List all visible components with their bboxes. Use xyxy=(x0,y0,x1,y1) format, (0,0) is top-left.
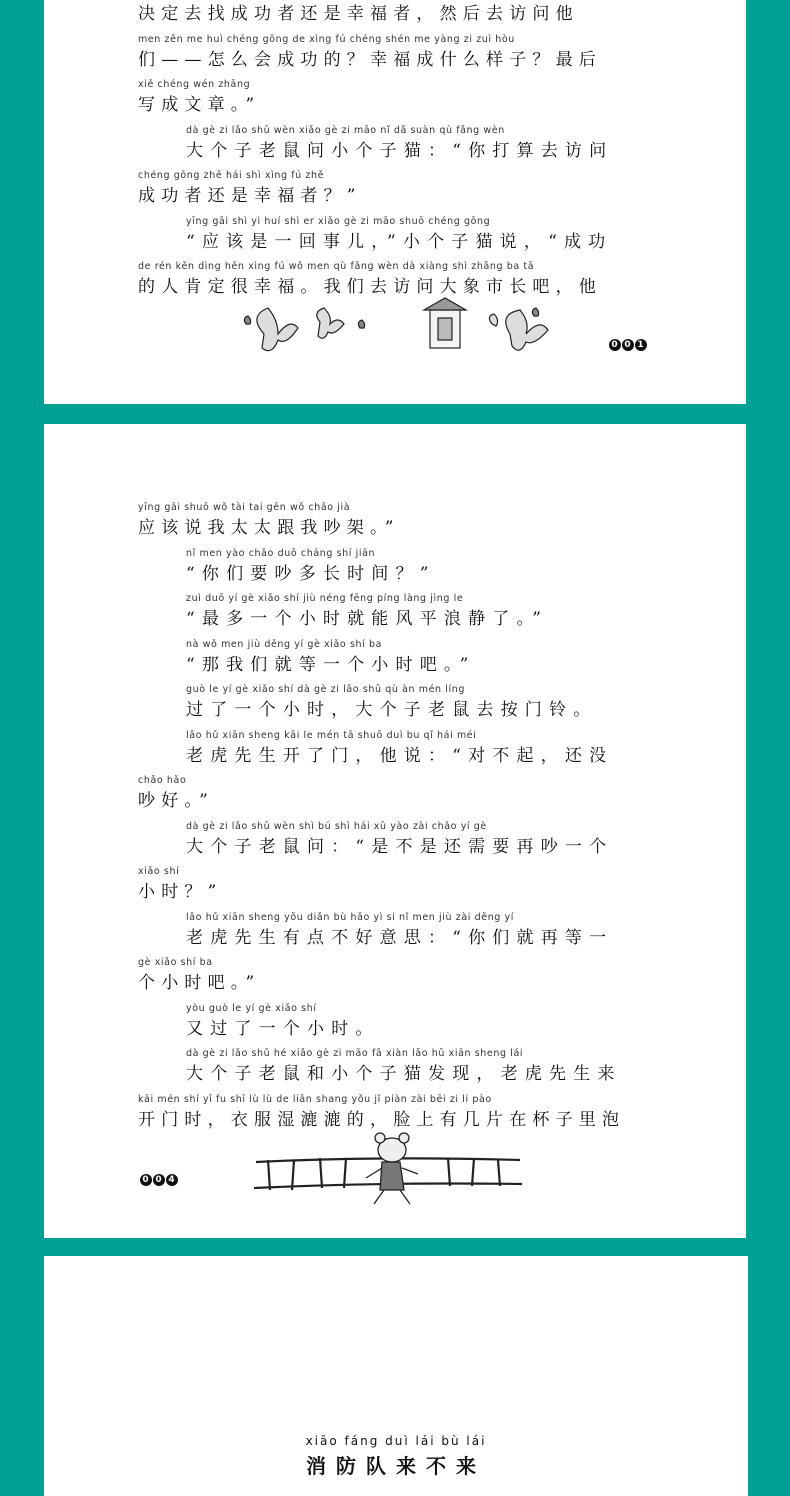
text-line xyxy=(44,866,746,912)
page-number: 0 0 1 xyxy=(609,336,648,351)
pinyin-annotation: yīng gāi shuō wǒ tài tai gēn wǒ chǎo jià xyxy=(138,502,351,513)
page-number: 0 0 4 xyxy=(140,1171,179,1186)
text-line xyxy=(44,170,746,216)
chinese-text: 个小时吧。” xyxy=(138,973,261,993)
butterflies-lantern-illustration xyxy=(234,294,554,358)
pinyin-annotation: chéng gōng zhě hái shì xìng fú zhě xyxy=(138,170,325,181)
chinese-text: “那我们就等一个小时吧。” xyxy=(186,654,476,675)
chinese-text: 又过了一个小时。 xyxy=(186,1018,380,1039)
chinese-text: 们——怎么会成功的？幸福成什么样子？最后 xyxy=(138,49,602,70)
chinese-text: 开门时，衣服湿漉漉的，脸上有几片在杯子里泡 xyxy=(138,1109,626,1130)
mouse-running-fence-illustration xyxy=(252,1132,526,1212)
chinese-text: “应该是一回事儿，”小个子猫说，“成功 xyxy=(186,231,613,252)
chinese-text: 应该说我太太跟我吵架。” xyxy=(138,518,400,538)
chinese-text: 写成文章。” xyxy=(138,95,261,115)
chinese-text: 大个子老鼠和小个子猫发现，老虎先生来 xyxy=(186,1064,622,1084)
chinese-text: 决定去找成功者还是幸福者，然后去访问他 xyxy=(138,4,579,24)
chapter-title: 消防队来不来 xyxy=(306,1454,486,1478)
pinyin-annotation: kāi mén shí yī fu shī lù lù de liǎn shang yǒu jǐ piàn zài bēi zi li pào xyxy=(138,1093,492,1105)
text-line xyxy=(44,79,746,125)
chinese-text: 吵好。” xyxy=(138,791,214,811)
pinyin-annotation: xiě chéng wén zhāng xyxy=(138,79,251,90)
pinyin-annotation: gè xiǎo shí ba xyxy=(138,957,213,968)
pinyin-annotation: chǎo hǎo xyxy=(138,775,187,786)
chinese-text: “你们要吵多长时间？” xyxy=(186,563,436,584)
text-line xyxy=(44,684,746,730)
book-page-004 xyxy=(44,424,746,1238)
chinese-text: “最多一个小时就能风平浪静了。” xyxy=(186,609,549,629)
book-page-001 xyxy=(44,0,746,404)
chinese-text: 老虎先生有点不好意思：“你们就再等一 xyxy=(186,927,614,948)
pinyin-annotation: yòu guò le yí gè xiǎo shí xyxy=(186,1002,317,1014)
chinese-text: 成功者还是幸福者？” xyxy=(138,186,362,206)
pinyin-annotation: yīng gāi shì yì huí shì er xiǎo gè zi māo shuō chéng gōng xyxy=(186,215,491,227)
pinyin-annotation: dà gè zi lǎo shǔ wèn shì bú shì hái xū yào zài chǎo yí gè xyxy=(186,820,487,832)
chinese-text: 的人肯定很幸福。我们去访问大象市长吧，他 xyxy=(138,277,602,297)
text-line xyxy=(44,34,746,80)
text-line xyxy=(44,912,746,958)
pinyin-annotation: lǎo hǔ xiān sheng kāi le mén tā shuō duì bu qǐ hái méi xyxy=(186,729,477,741)
chinese-text: 小时？” xyxy=(138,882,223,902)
pinyin-annotation: de rén kěn dìng hěn xìng fú wǒ men qù fǎng wèn dà xiàng shì zhǎng ba tā xyxy=(138,261,535,272)
chinese-text: 大个子老鼠问小个子猫：“你打算去访问 xyxy=(186,140,614,161)
chapter-title-pinyin: xiāo fáng duì lái bù lái xyxy=(305,1434,487,1448)
book-page-chapter-title xyxy=(44,1256,748,1496)
pinyin-annotation: nǐ men yào chǎo duō cháng shí jiān xyxy=(186,547,376,559)
text-line xyxy=(44,1048,746,1094)
text-line xyxy=(44,548,746,594)
pinyin-annotation: men zěn me huì chéng gōng de xìng fú chéng shén me yàng zi zuì hòu xyxy=(138,33,515,45)
text-line xyxy=(44,216,746,262)
pinyin-annotation: lǎo hǔ xiān sheng yǒu diǎn bù hǎo yì si nǐ men jiù zài děng yí xyxy=(186,911,515,923)
chinese-text: 大个子老鼠问：“是不是还需要再吵一个 xyxy=(186,836,614,857)
text-line xyxy=(44,0,746,34)
pinyin-annotation: zuì duō yí gè xiǎo shí jiù néng fēng píng làng jìng le xyxy=(186,593,464,604)
pinyin-annotation: dà gè zi lǎo shǔ hé xiǎo gè zi māo fā xiàn lǎo hǔ xiān sheng lái xyxy=(186,1048,524,1059)
pinyin-annotation: guò le yí gè xiǎo shí dà gè zi lǎo shǔ qù àn mén líng xyxy=(186,684,466,695)
text-line xyxy=(44,775,746,821)
pinyin-annotation: xiǎo shí xyxy=(138,866,180,877)
text-line xyxy=(44,730,746,776)
text-line xyxy=(44,957,746,1003)
text-line xyxy=(44,821,746,867)
text-line xyxy=(44,125,746,171)
pinyin-annotation: dà gè zi lǎo shǔ wèn xiǎo gè zi māo nǐ dǎ suàn qù fǎng wèn xyxy=(186,124,505,136)
chinese-text: 老虎先生开了门，他说：“对不起，还没 xyxy=(186,745,614,766)
text-line xyxy=(44,593,746,639)
pinyin-annotation: nà wǒ men jiù děng yí gè xiǎo shí ba xyxy=(186,638,383,650)
chinese-text: 过了一个小时，大个子老鼠去按门铃。 xyxy=(186,700,598,720)
text-line xyxy=(44,639,746,685)
text-line xyxy=(44,1003,746,1049)
text-line xyxy=(44,502,746,548)
